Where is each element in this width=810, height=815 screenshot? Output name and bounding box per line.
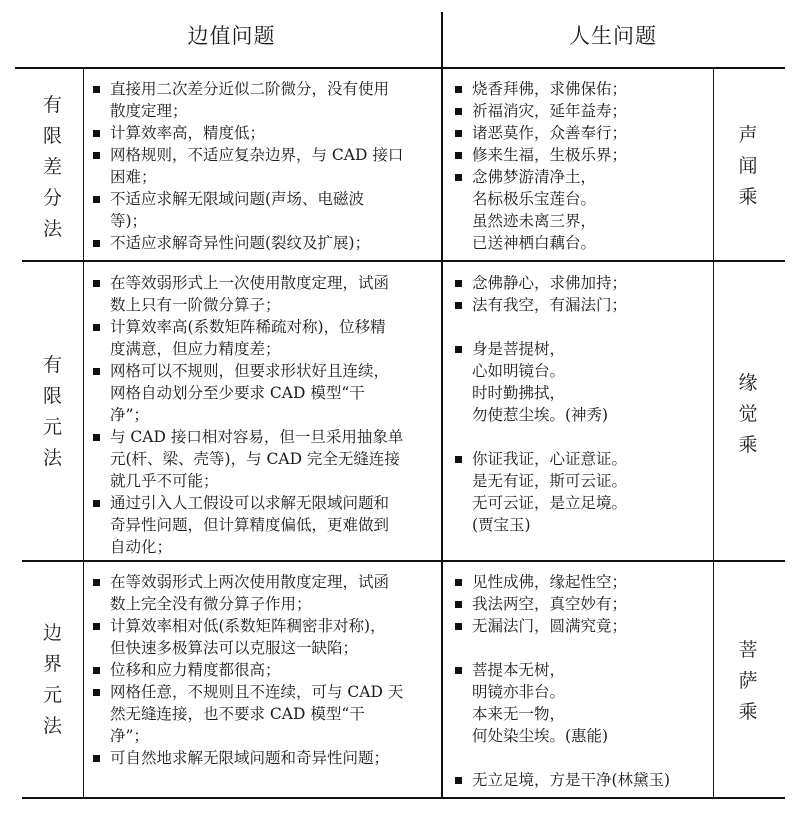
bullet-item: 修来生福，生极乐界； bbox=[450, 144, 710, 166]
bullet-item: 身是菩提树， 心如明镜台。 时时勤拂拭， 勿使惹尘埃。(神秀) bbox=[450, 338, 710, 426]
boundary-points-finite-difference bbox=[88, 78, 436, 254]
bullet-item: 祈福消灾，延年益寿； bbox=[450, 100, 710, 122]
method-label-boundary-element: 边 界 元 法 bbox=[42, 622, 62, 737]
bullet-item: 直接用二次差分近似二阶微分，没有使用 散度定理； bbox=[88, 78, 436, 122]
bullet-item: 在等效弱形式上一次使用散度定理，试函 数上只有一阶微分算子； bbox=[88, 272, 436, 316]
bullet-item: 在等效弱形式上两次使用散度定理，试函 数上完全没有微分算子作用； bbox=[88, 571, 436, 615]
bullet-item: 不适应求解奇异性问题(裂纹及扩展)； bbox=[88, 232, 436, 254]
vehicle-label-sravaka: 声 闻 乘 bbox=[738, 124, 758, 208]
bullet-item: 法有我空，有漏法门； bbox=[450, 294, 710, 316]
bullet-item: 菩提本无树， 明镜亦非台。 本来无一物， 何处染尘埃。(惠能) bbox=[450, 659, 710, 747]
method-label-finite-element: 有 限 元 法 bbox=[42, 354, 62, 469]
vehicle-label-bodhisattva: 菩 萨 乘 bbox=[738, 639, 758, 723]
life-points-pratyekabuddha bbox=[450, 272, 710, 536]
rule-table-bottom bbox=[22, 797, 785, 799]
bullet-item: 网格任意，不规则且不连续，可与 CAD 天 然无缝连接，也不要求 CAD 模型“干 净”； bbox=[88, 681, 436, 747]
rule-row1-bottom bbox=[22, 260, 785, 262]
bullet-item: 念佛静心，求佛加持； bbox=[450, 272, 710, 294]
bullet-item: 与 CAD 接口相对容易，但一旦采用抽象单 元(杆、梁、壳等)，与 CAD 完全无缝连接 就几乎不可能； bbox=[88, 426, 436, 492]
bullet-item: 诸恶莫作，众善奉行； bbox=[450, 122, 710, 144]
bullet-item: 通过引入人工假设可以求解无限域问题和 奇异性问题，但计算精度偏低，更难做到 自动化； bbox=[88, 492, 436, 558]
bullet-item: 网格规则，不适应复杂边界，与 CAD 接口 困难； bbox=[88, 144, 436, 188]
bullet-item: 计算效率高(系数矩阵稀疏对称)，位移精 度满意，但应力精度差； bbox=[88, 316, 436, 360]
bullet-item: 网格可以不规则，但要求形状好且连续， 网格自动划分至少要求 CAD 模型“干 净”； bbox=[88, 360, 436, 426]
divider-method-column bbox=[83, 68, 84, 798]
divider-center bbox=[441, 68, 443, 798]
bullet-item: 计算效率相对低(系数矩阵稠密非对称)， 但快速多极算法可以克服这一缺陷； bbox=[88, 615, 436, 659]
bullet-item: 无立足境，方是干净(林黛玉) bbox=[450, 769, 710, 791]
bullet-item: 可自然地求解无限域问题和奇异性问题； bbox=[88, 747, 436, 769]
bullet-item: 计算效率高，精度低； bbox=[88, 122, 436, 144]
life-points-sravaka bbox=[450, 78, 710, 254]
header-divider bbox=[441, 12, 443, 69]
boundary-points-finite-element bbox=[88, 272, 436, 558]
header-boundary-value-problem: 边值问题 bbox=[187, 24, 276, 48]
bullet-item: 位移和应力精度都很高； bbox=[88, 659, 436, 681]
bullet-item: 烧香拜佛，求佛保佑； bbox=[450, 78, 710, 100]
bullet-item: 见性成佛，缘起性空； bbox=[450, 571, 710, 593]
bullet-item: 我法两空，真空妙有； bbox=[450, 593, 710, 615]
life-points-bodhisattva bbox=[450, 571, 710, 791]
rule-header-bottom bbox=[15, 67, 785, 69]
bullet-item: 你证我证，心证意证。 是无有证，斯可云证。 无可云证，是立足境。 (贾宝玉) bbox=[450, 448, 710, 536]
boundary-points-boundary-element bbox=[88, 571, 436, 769]
header-life-problem: 人生问题 bbox=[569, 24, 657, 48]
bullet-item: 无漏法门，圆满究竟； bbox=[450, 615, 710, 637]
bullet-item: 不适应求解无限域问题(声场、电磁波 等)； bbox=[88, 188, 436, 232]
bullet-item: 念佛梦游清净土， 名标极乐宝莲台。 虽然迹未离三界， 已送神栖白藕台。 bbox=[450, 166, 710, 254]
rule-row2-bottom bbox=[22, 560, 785, 562]
method-label-finite-difference: 有 限 差 分 法 bbox=[42, 94, 62, 240]
vehicle-label-pratyekabuddha: 缘 觉 乘 bbox=[738, 372, 758, 456]
